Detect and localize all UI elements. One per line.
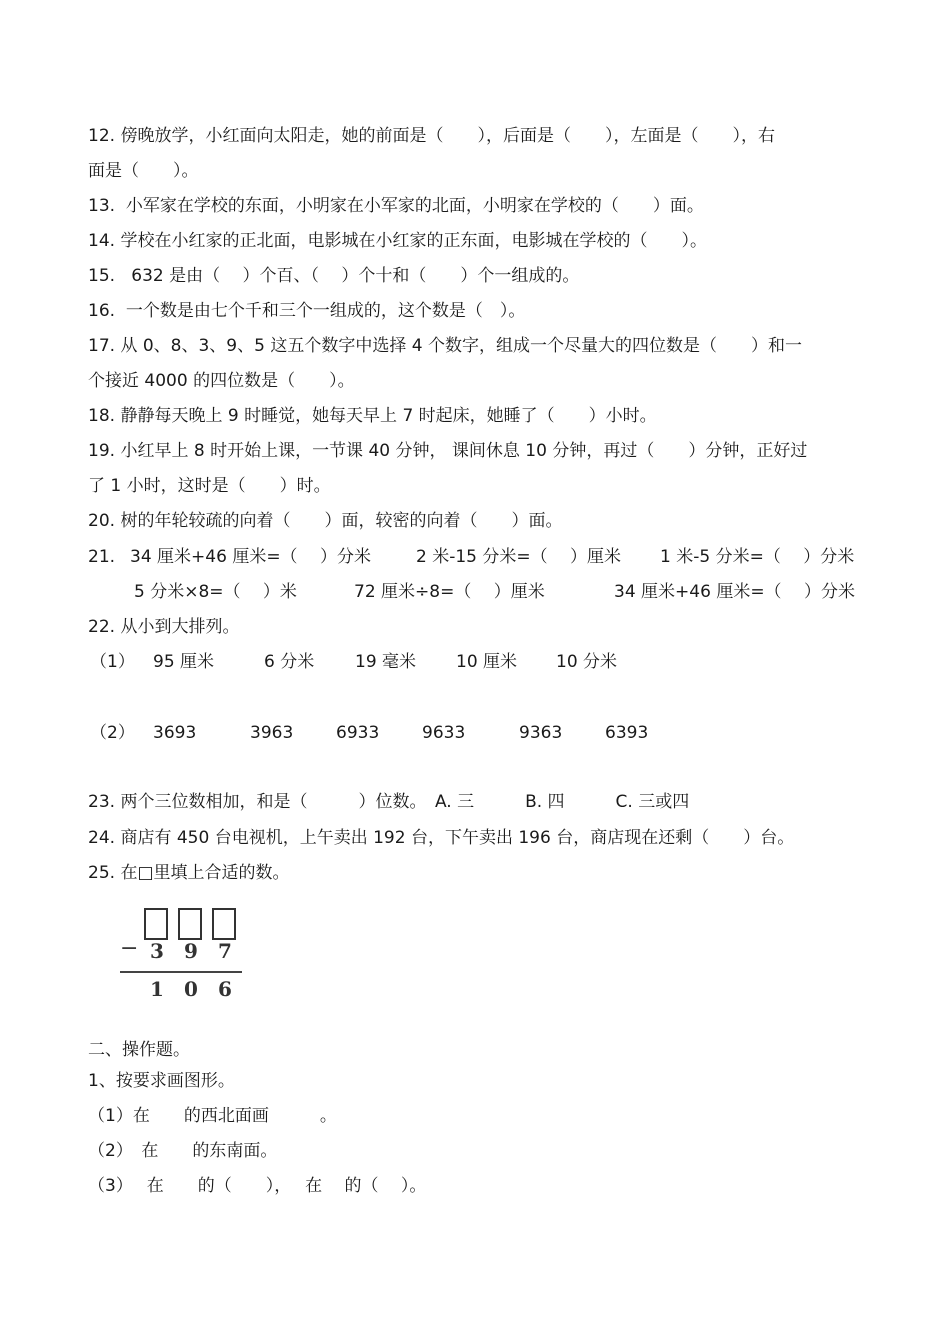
question-19-line-2: 了 1 小时，这时是（ ）时。 bbox=[88, 476, 331, 496]
question-15: 15. 632 是由（ ）个百、（ ）个十和（ ）个一组成的。 bbox=[88, 266, 580, 286]
question-18: 18. 静静每天晚上 9 时睡觉，她每天早上 7 时起床，她睡了（ ）小时。 bbox=[88, 406, 657, 426]
answer-box-ones[interactable] bbox=[212, 908, 236, 940]
q22-2-item: 6393 bbox=[605, 723, 649, 743]
q22-1-item: 6 分米 bbox=[264, 652, 315, 672]
result-digit: 1 bbox=[150, 977, 164, 1001]
question-17-line-2: 个接近 4000 的四位数是（ ）。 bbox=[88, 371, 355, 391]
q21-item-3: 1 米-5 分米=（ ）分米 bbox=[660, 547, 855, 567]
answer-box-hundreds[interactable] bbox=[144, 908, 168, 940]
result-digit: 6 bbox=[218, 977, 232, 1001]
question-12-line-2: 面是（ ）。 bbox=[88, 161, 199, 181]
question-16: 16. 一个数是由七个千和三个一组成的，这个数是（ ）。 bbox=[88, 301, 526, 321]
question-14: 14. 学校在小红家的正北面，电影城在小红家的正东面，电影城在学校的（ ）。 bbox=[88, 231, 707, 251]
q22-1-item: 95 厘米 bbox=[153, 652, 215, 672]
result-digit: 0 bbox=[184, 977, 198, 1001]
question-20: 20. 树的年轮较疏的向着（ ）面，较密的向着（ ）面。 bbox=[88, 511, 563, 531]
q22-part-1-label: （1） bbox=[90, 652, 135, 672]
question-12-line-1: 12. 傍晚放学，小红面向太阳走，她的前面是（ ），后面是（ ），左面是（ ），右 bbox=[88, 126, 775, 146]
q22-2-item: 3963 bbox=[250, 723, 294, 743]
question-17-line-1: 17. 从 0、8、3、9、5 这五个数字中选择 4 个数字，组成一个尽量大的四位数是（ ）和一 bbox=[88, 336, 802, 356]
q21-item-6: 34 厘米+46 厘米=（ ）分米 bbox=[614, 582, 855, 602]
operation-sub-3: （3） 在 的（ ）， 在 的（ ）。 bbox=[88, 1176, 427, 1196]
q22-2-item: 3693 bbox=[153, 723, 197, 743]
operation-item-1: 1、按要求画图形。 bbox=[88, 1071, 235, 1091]
subtraction-rule bbox=[120, 971, 242, 973]
q21-item-4: 5 分米×8=（ ）米 bbox=[134, 582, 297, 602]
q22-part-2-label: （2） bbox=[90, 723, 135, 743]
section-2-heading: 二、操作题。 bbox=[88, 1040, 190, 1060]
question-22: 22. 从小到大排列。 bbox=[88, 617, 240, 637]
operation-sub-1: （1）在 的西北面画 。 bbox=[88, 1106, 337, 1126]
question-23: 23. 两个三位数相加，和是（ ）位数。 A. 三 B. 四 C. 三或四 bbox=[88, 792, 690, 812]
question-24: 24. 商店有 450 台电视机，上午卖出 192 台，下午卖出 196 台，商店现在还剩（ ）台。 bbox=[88, 828, 795, 848]
subtrahend-digit: 9 bbox=[184, 939, 198, 963]
subtrahend-digit: 3 bbox=[150, 939, 164, 963]
q22-1-item: 19 毫米 bbox=[355, 652, 417, 672]
q22-1-item: 10 厘米 bbox=[456, 652, 518, 672]
question-19-line-1: 19. 小红早上 8 时开始上课，一节课 40 分钟， 课间休息 10 分钟，再过（ ）分钟，正好过 bbox=[88, 441, 808, 461]
question-25: 25. 在□里填上合适的数。 bbox=[88, 863, 290, 883]
subtrahend-digit: 7 bbox=[218, 939, 232, 963]
q21-item-5: 72 厘米÷8=（ ）厘米 bbox=[354, 582, 545, 602]
q21-item-2: 2 米-15 分米=（ ）厘米 bbox=[416, 547, 622, 567]
answer-box-tens[interactable] bbox=[178, 908, 202, 940]
q22-2-item: 6933 bbox=[336, 723, 380, 743]
q22-2-item: 9363 bbox=[519, 723, 563, 743]
minus-sign: − bbox=[120, 936, 139, 961]
question-13: 13. 小军家在学校的东面，小明家在小军家的北面，小明家在学校的（ ）面。 bbox=[88, 196, 704, 216]
operation-sub-2: （2） 在 的东南面。 bbox=[88, 1141, 278, 1161]
q22-2-item: 9633 bbox=[422, 723, 466, 743]
q21-item-1: 34 厘米+46 厘米=（ ）分米 bbox=[130, 547, 371, 567]
question-21-number: 21. bbox=[88, 547, 116, 567]
q22-1-item: 10 分米 bbox=[556, 652, 618, 672]
